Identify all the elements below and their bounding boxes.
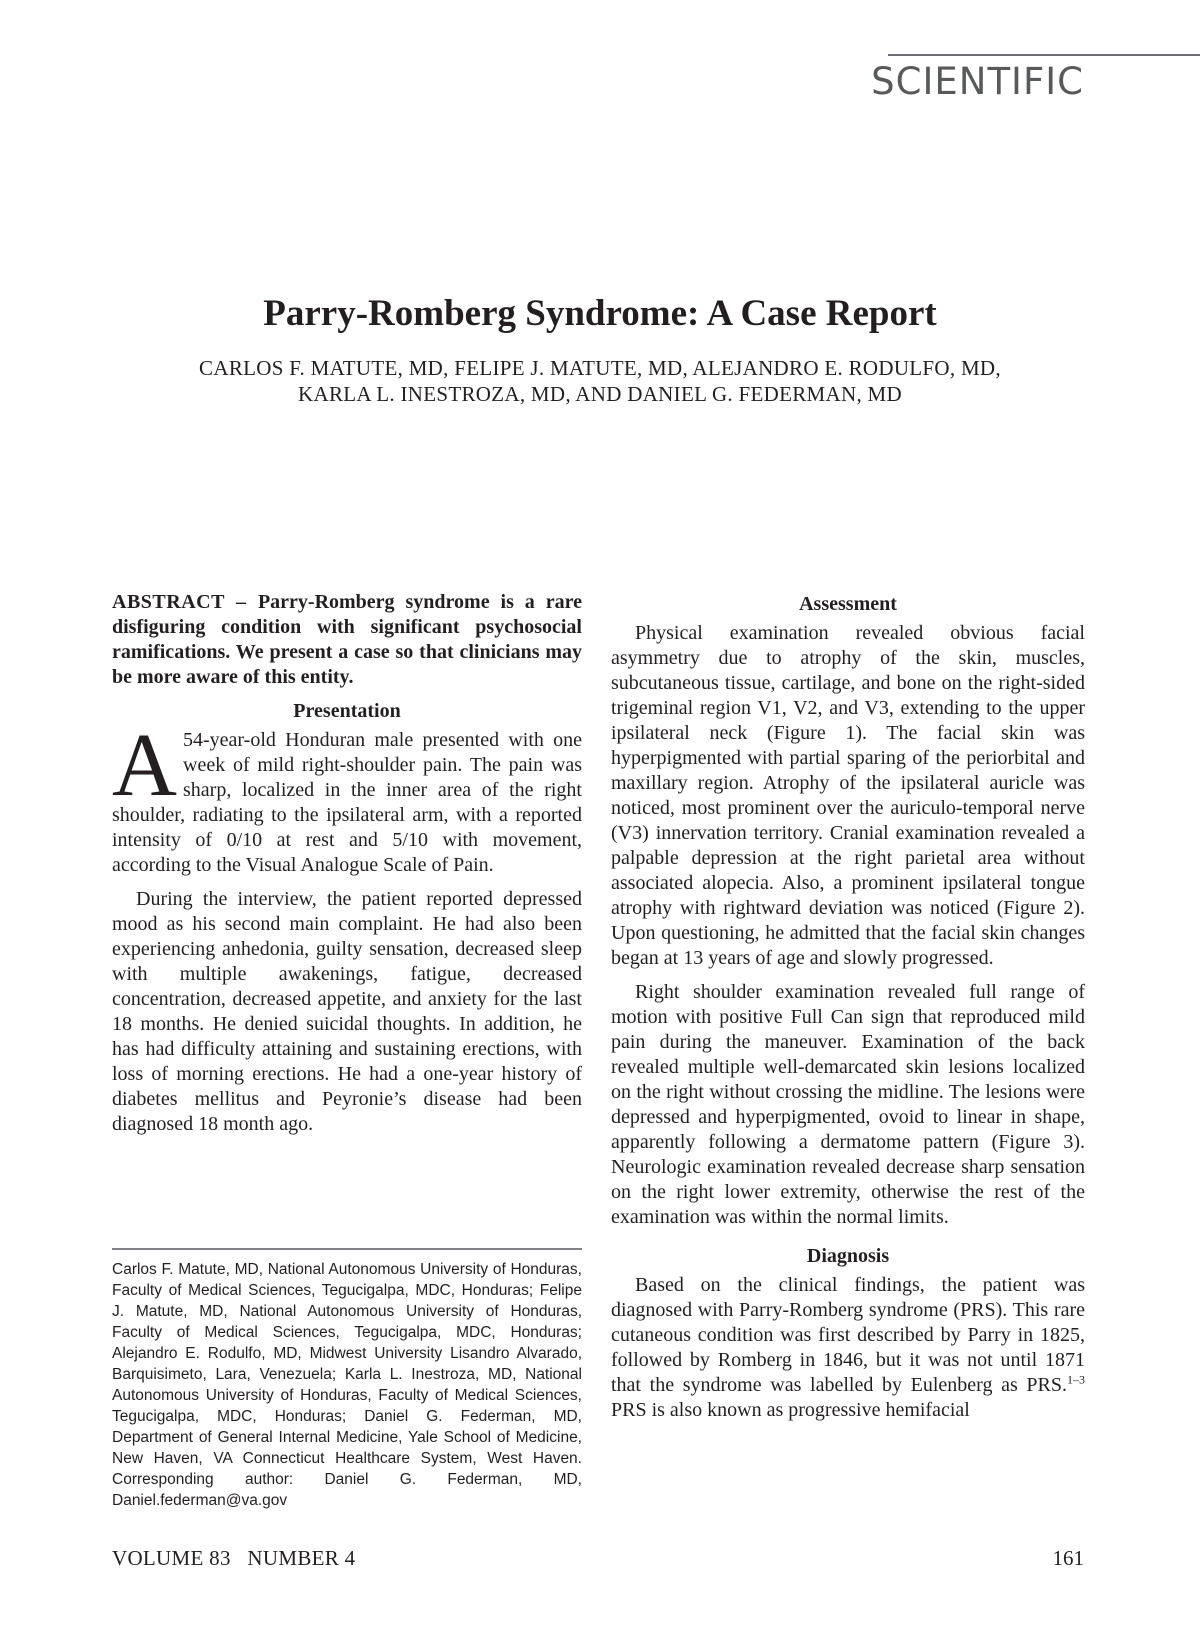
presentation-paragraph-1: [112, 716, 582, 878]
diagnosis-heading: Diagnosis: [806, 1245, 890, 1267]
right-column: [611, 592, 1085, 1432]
presentation-paragraph-2: During the interview, the patient reported depressed mood as his second main complaint. He had also been experiencing anhedonia, guilty sensation, decreased sleep with multiple awakenings, fatigue, decreased concentration, decreased appetite, and anxiety for the last 18 months. He denied suicidal thoughts. In addition, he has had difficulty attaining and sustaining erections, with loss of morning erections. He had a one-year history of diabetes mellitus and Peyronie’s disease had been diagnosed 18 month ago.: [112, 888, 582, 1135]
footnote-rule: [112, 1248, 582, 1250]
drop-cap: A: [112, 716, 177, 815]
author-line-2: KARLA L. INESTROZA, MD, AND DANIEL G. FEDERMAN, MD: [298, 382, 902, 406]
author-list: [0, 355, 1200, 407]
abstract-text: Parry-Romberg syndrome is a rare disfiguring condition with significant psychosocial ramifications. We present a case so that clinicians may be more aware of this entity.: [112, 591, 582, 688]
article-title: Parry-Romberg Syndrome: A Case Report: [263, 293, 937, 334]
author-affiliations-footnote: Carlos F. Matute, MD, National Autonomous University of Honduras, Faculty of Medical Sciences, Tegucigalpa, MDC, Honduras; Felipe J. Matute, MD, National Autonomous University of Honduras, Faculty of Medical Sciences, Tegucigalpa, MDC, Honduras; Alejandro E. Rodulfo, MD, Midwest University Lisandro Alvarado, Barquisimeto, Lara, Venezuela; Karla L. Inestroza, MD, National Autonomous University of Honduras, Faculty of Medical Sciences, Tegucigalpa, MDC, Honduras; Daniel G. Federman, MD, Department of General Internal Medicine, Yale School of Medicine, New Haven, VA Connecticut Healthcare System, West Haven. Corresponding author: Daniel G. Federman, MD, Daniel.federman@va.gov: [112, 1261, 582, 1509]
author-line-1: CARLOS F. MATUTE, MD, FELIPE J. MATUTE, MD, ALEJANDRO E. RODULFO, MD,: [199, 356, 1001, 380]
abstract: [112, 590, 582, 690]
left-column: [112, 590, 582, 1146]
abstract-label: ABSTRACT –: [112, 591, 258, 613]
presentation-p1-text: 54-year-old Honduran male presented with one week of mild right-shoulder pain. The pain was sharp, localized in the inner area of the right shoulder, radiating to the ipsilateral arm, with a reported intensity of 0/10 at rest and 5/10 with movement, according to the Visual Analogue Scale of Pain.: [112, 729, 582, 876]
assessment-paragraph-1: Physical examination revealed obvious facial asymmetry due to atrophy of the skin, muscles, subcutaneous tissue, cartilage, and bone on the right-sided trigeminal region V1, V2, and V3, extending to the upper ipsilateral neck (Figure 1). The facial skin was hyperpigmented with partial sparing of the periorbital and maxillary region. Atrophy of the ipsilateral auricle was noticed, most prominent over the auriculo-temporal nerve (V3) innervation territory. Cranial examination revealed a palpable depression at the right parietal area without associated alopecia. Also, a prominent ipsilateral tongue atrophy with rightward deviation was noticed (Figure 2). Upon questioning, he admitted that the facial skin changes began at 13 years of age and slowly progressed.: [611, 622, 1085, 969]
section-label: SCIENTIFIC: [871, 60, 1084, 103]
diagnosis-p1-tail: PRS is also known as progressive hemifacial: [611, 1399, 970, 1421]
assessment-paragraph-2: Right shoulder examination revealed full range of motion with positive Full Can sign that reproduced mild pain during the maneuver. Examination of the back revealed multiple well-demarcated skin lesions localized on the right without crossing the midline. The lesions were depressed and hyperpigmented, ovoid to linear in shape, apparently following a dermatome pattern (Figure 3). Neurologic examination revealed decrease sharp sensation on the right lower extremity, otherwise the rest of the examination was within the normal limits.: [611, 981, 1085, 1228]
citation-superscript: 1–3: [1067, 1372, 1085, 1387]
page-number: 161: [1052, 1546, 1084, 1570]
journal-issue: VOLUME 83 NUMBER 4: [112, 1546, 356, 1570]
section-rule: [888, 54, 1200, 56]
presentation-heading: Presentation: [293, 700, 401, 722]
diagnosis-paragraph-1: [611, 1273, 1085, 1423]
diagnosis-p1-text: Based on the clinical findings, the patient was diagnosed with Parry-Romberg syndrome (PRS). This rare cutaneous condition was first described by Parry in 1825, followed by Romberg in 1846, but it was not until 1871 that the syndrome was labelled by Eulenberg as PRS.: [611, 1274, 1085, 1396]
assessment-heading: Assessment: [799, 593, 897, 615]
